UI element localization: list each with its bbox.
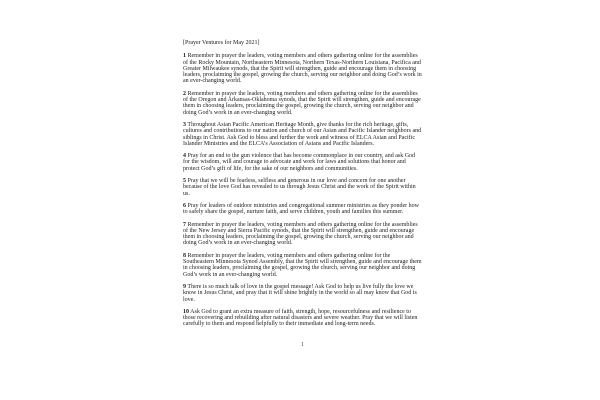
paragraph-number: 3 (183, 121, 186, 128)
page-number-footer: 1 (301, 341, 304, 348)
prayer-paragraph-8 (183, 253, 422, 278)
paragraph-text: Throughout Asian Pacific American Heritage Month, give thanks for the rich heritage, gifts, cultures and contributions to our nation and church of our Asian and Pacific Islander neighbors and siblings in Christ. Ask God to bless and further the work and witness of ELCA Asian and Pacific Islander Ministries and the ELCA’s Association of Asians and Pacific Islanders. (183, 121, 422, 147)
paragraph-text: Ask God to grant an extra measure of faith, strength, hope, resourcefulness and resilience to those recovering and rebuilding after natural disasters and severe weather. Pray that we will listen carefully to them and respond helpfully to their immediate and long-term needs. (183, 308, 418, 328)
paragraph-text: Remember in prayer the leaders, voting members and others gathering online for the assemblies of the Oregon and Arkansas-Oklahoma synods, that the Spirit will strengthen, guide and encourage them in choosing leaders, proclaiming the gospel, growing the church, serving our neighbor and doing God’s work in an ever-changing world. (183, 90, 421, 116)
paragraph-number: 5 (183, 178, 186, 185)
paragraph-number: 1 (183, 53, 186, 60)
paragraph-text: There is so much talk of love in the gospel message! Ask God to help us live fully the love we know in Jesus Christ, and pray that it will shine brightly in the world so all may know that God is love. (183, 283, 417, 303)
prayer-paragraph-5 (183, 178, 422, 197)
paragraph-text: Pray for leaders of outdoor ministries and congregational summer ministries as they ponder how to safely share the gospel, nurture faith, and serve children, youth and families this summer. (183, 202, 419, 216)
paragraph-number: 2 (183, 90, 186, 97)
prayer-paragraph-1 (183, 53, 422, 84)
prayer-paragraph-10 (183, 309, 422, 328)
paragraph-number: 7 (183, 221, 186, 228)
paragraph-number: 10 (183, 308, 189, 315)
prayer-paragraph-6 (183, 203, 422, 216)
page-title: [Prayer Ventures for May 2021] (183, 40, 260, 46)
paragraph-text: Pray that we will be fearless, selfless and generous in our love and concern for one another because of the love God has revealed to us through Jesus Christ and the work of the Spirit within us. (183, 178, 416, 197)
paragraph-text: Remember in prayer the leaders, voting members and others gathering online for the Southeastern Minnesota Synod Assembly, that the Spirit will strengthen, guide and encourage them in choosing leaders, proclaiming the gospel, growing the church, serving our neighbor and doing God’s work in an ever-changing world. (183, 252, 422, 278)
paragraph-number: 9 (183, 283, 186, 290)
prayer-paragraph-9 (183, 284, 422, 303)
paragraph-number: 6 (183, 202, 186, 209)
prayer-paragraph-3 (183, 122, 422, 147)
paragraph-text: Pray for an end to the gun violence that has become commonplace in our country, and ask God for the wisdom, will and courage to advocate and work for laws and solutions that honor and protect God’s gift of life, for the sake of our neighbors and communities. (183, 153, 416, 172)
prayer-paragraph-2 (183, 91, 422, 116)
paragraph-number: 4 (183, 153, 186, 160)
paragraph-text: Remember in prayer the leaders, voting members and others gathering online for the assemblies of the New Jersey and Sierra Pacific synods, that the Spirit will strengthen, guide and encourage them in choosing leaders, proclaiming the gospel, growing the church, serving our neighbor and doing God’s work in an ever-changing world. (183, 221, 418, 247)
paragraph-text: Remember in prayer the leaders, voting members and others gathering online for the assemblies of the Rocky Mountain, Northeastern Minnesota, Northern Texas-Northern Louisiana, Pacifica and Greater Milwaukee synods, that the Spirit will strengthen, guide and encourage them in choosing leaders, proclaiming the gospel, growing the church, serving our neighbor and doing God’s work in an ever-changing world. (183, 53, 422, 85)
paragraph-number: 8 (183, 252, 186, 259)
prayer-paragraph-4 (183, 153, 422, 172)
prayer-paragraph-7 (183, 222, 422, 247)
text-column (183, 40, 422, 348)
